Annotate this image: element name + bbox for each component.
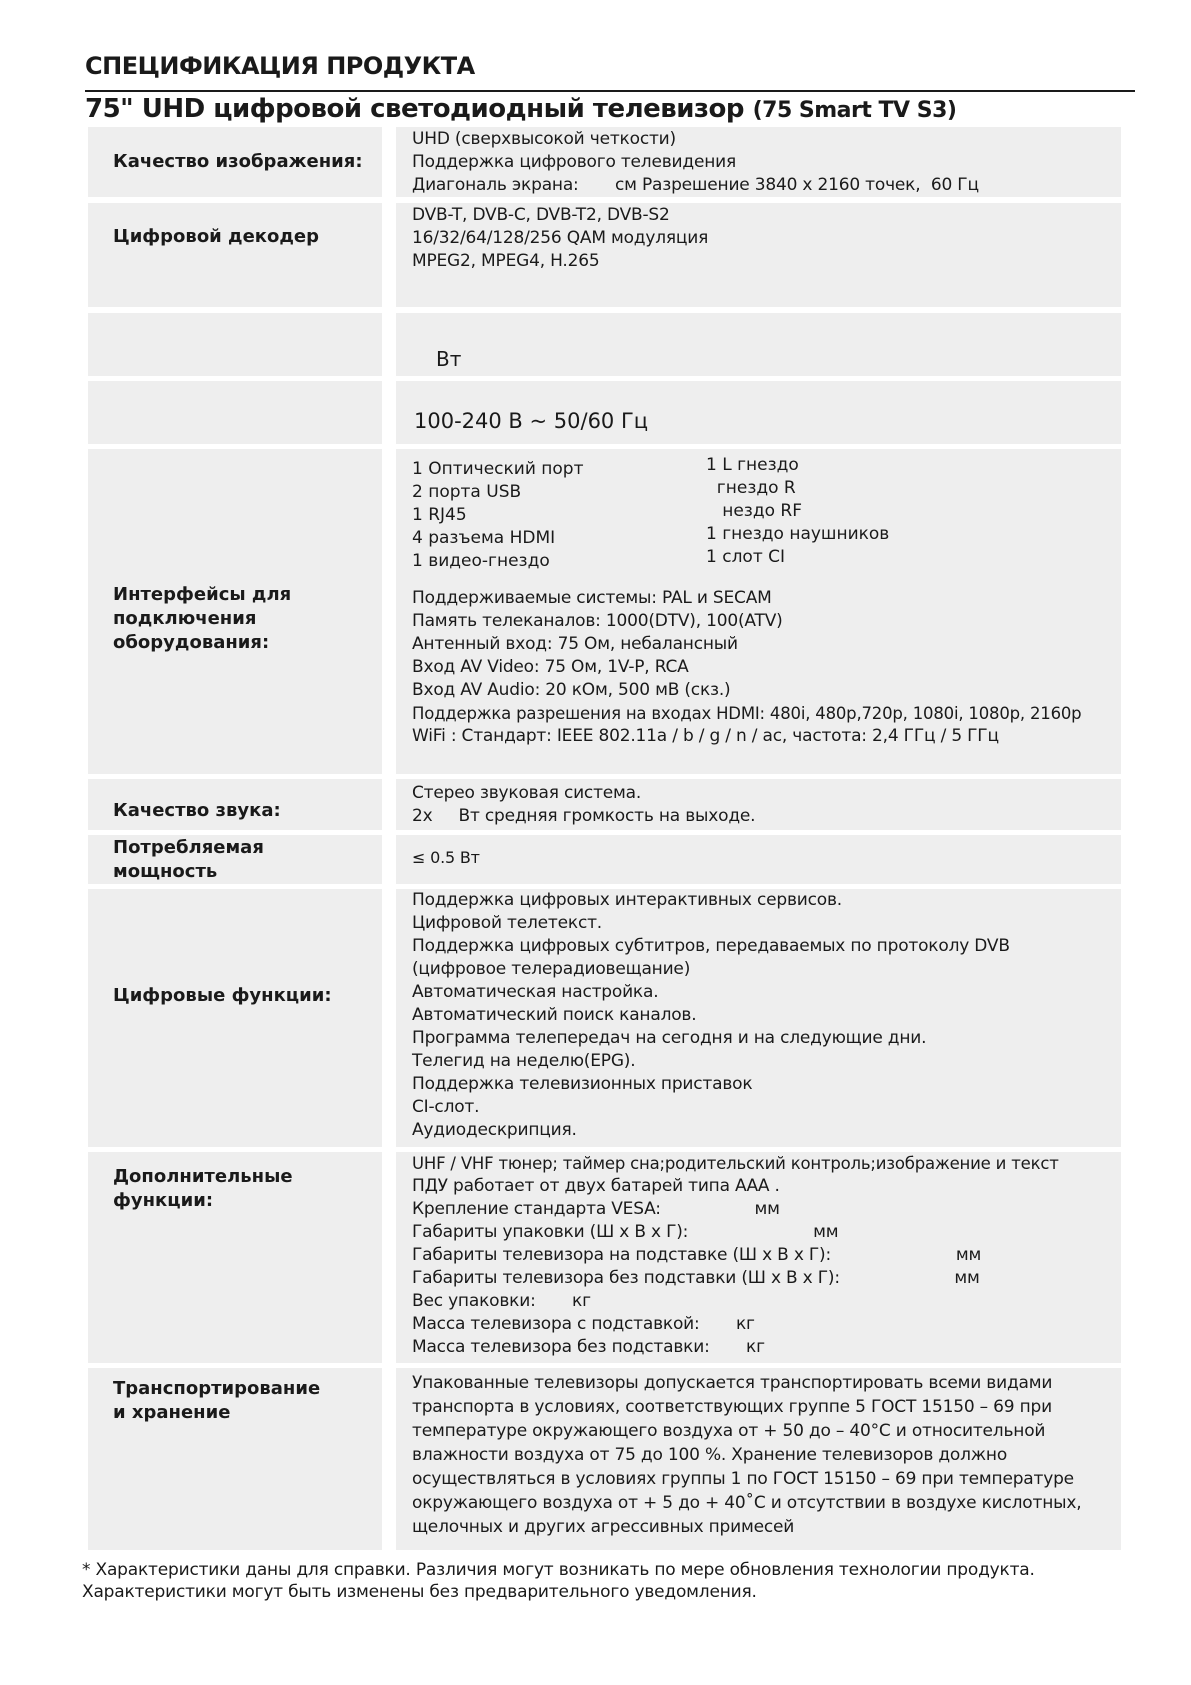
decoder-line: DVB-T, DVB-C, DVB-T2, DVB-S2 <box>412 205 670 225</box>
port-item: 1 видео-гнездо <box>412 551 550 571</box>
sound-line: Стерео звуковая система. <box>412 783 642 803</box>
interface-line: Вход AV Audio: 20 кОм, 500 мВ (скз.) <box>412 680 731 700</box>
digital-line: Программа телепередач на сегодня и на следующие дни. <box>412 1028 927 1048</box>
product-model: (75 Smart TV S3) <box>752 98 957 123</box>
port-item: гнездо R <box>706 478 796 498</box>
picture-line: Поддержка цифрового телевидения <box>412 152 737 172</box>
spec-label-cell <box>88 1152 382 1363</box>
standby-value: ≤ 0.5 Вт <box>412 848 480 867</box>
port-item: 2 порта USB <box>412 482 522 502</box>
extra-line: Масса телевизора без подставки: кг <box>412 1337 765 1357</box>
extra-line: Масса телевизора с подставкой: кг <box>412 1314 755 1334</box>
spec-value-cell <box>396 449 1121 774</box>
picture-line: Диагональ экрана: см Разрешение 3840 x 2160 точек, 60 Гц <box>412 175 979 195</box>
digital-line: (цифровое телерадиовещание) <box>412 959 691 979</box>
spec-label-cell <box>88 381 382 444</box>
spec-row-standby <box>88 835 1121 884</box>
transport-line: щелочных и других агрессивных примесей <box>412 1517 795 1537</box>
port-item: 1 слот CI <box>706 547 786 567</box>
transport-line: влажности воздуха от 75 до 100 %. Хранение телевизоров должно <box>412 1445 1008 1465</box>
transport-text <box>412 1371 1109 1539</box>
decoder-lines <box>412 204 1117 273</box>
spec-label-interfaces <box>113 583 374 655</box>
product-title <box>85 94 956 124</box>
label-line: Транспортирование <box>113 1378 321 1399</box>
interface-line: Поддерживаемые системы: PAL и SECAM <box>412 588 772 608</box>
digital-line: Поддержка телевизионных приставок <box>412 1074 753 1094</box>
label-line: подключения <box>113 608 257 629</box>
spec-value-cell <box>396 889 1121 1147</box>
spec-label-decoder: Цифровой декодер <box>113 226 320 247</box>
spec-label-transport <box>113 1377 374 1425</box>
interface-line: WiFi : Стандарт: IEEE 802.11a / b / g / n / ac, частота: 2,4 ГГц / 5 ГГц <box>412 726 999 746</box>
extra-line: Вес упаковки: кг <box>412 1291 591 1311</box>
digital-line: Поддержка цифровых интерактивных сервисов. <box>412 890 843 910</box>
product-title-main: 75" UHD цифровой светодиодный телевизор <box>85 94 745 124</box>
port-item: нездо RF <box>706 501 802 521</box>
spec-label-cell <box>88 889 382 1147</box>
spec-value-cell <box>396 381 1121 444</box>
spec-label-cell <box>88 313 382 376</box>
interface-lines <box>412 587 1081 748</box>
ports-column-2 <box>706 454 889 569</box>
spec-label-sound: Качество звука: <box>113 800 281 821</box>
power-value: Вт <box>436 347 462 371</box>
port-item: 1 RJ45 <box>412 505 467 525</box>
spec-value-cell <box>396 313 1121 376</box>
digital-line: Поддержка цифровых субтитров, передаваемых по протоколу DVB <box>412 936 1010 956</box>
spec-label-cell <box>88 127 382 197</box>
spec-row-supply <box>88 381 1121 444</box>
transport-line: осуществляться в условиях группы 1 по ГОСТ 15150 – 69 при температуре <box>412 1469 1074 1489</box>
extra-line: Габариты телевизора без подставки (Ш x В x Г): мм <box>412 1268 980 1288</box>
label-line: Дополнительные <box>113 1166 293 1187</box>
spec-row-sound <box>88 779 1121 830</box>
spec-label-extra <box>113 1165 374 1213</box>
spec-label-cell <box>88 203 382 307</box>
spec-row-picture <box>88 127 1121 197</box>
spec-value-cell <box>396 1152 1121 1363</box>
transport-line: транспорта в условиях, соответствующих группе 5 ГОСТ 15150 – 69 при <box>412 1397 1052 1417</box>
spec-value-cell <box>396 835 1121 884</box>
spec-value-cell <box>396 779 1121 830</box>
sound-lines <box>412 782 1117 828</box>
spec-label-cell <box>88 1368 382 1550</box>
extra-line: UHF / VHF тюнер; таймер сна;родительский контроль;изображение и текст <box>412 1154 1059 1173</box>
interface-line: Память телеканалов: 1000(DTV), 100(ATV) <box>412 611 783 631</box>
extra-line: Габариты телевизора на подставке (Ш x В x Г): мм <box>412 1245 982 1265</box>
interface-line: Поддержка разрешения на входах HDMI: 480i, 480p,720p, 1080i, 1080p, 2160p <box>412 704 1082 723</box>
supply-value: 100-240 В ~ 50/60 Гц <box>414 409 649 433</box>
footnote <box>82 1559 1035 1603</box>
label-line: функции: <box>113 1190 214 1211</box>
transport-line: окружающего воздуха от + 5 до + 40˚С и отсутствии в воздухе кислотных, <box>412 1493 1082 1513</box>
digital-lines <box>412 889 1117 1142</box>
ports-column-1 <box>412 458 584 573</box>
sound-line: 2х Вт средняя громкость на выходе. <box>412 806 756 826</box>
spec-label-digital: Цифровые функции: <box>113 985 332 1006</box>
label-line: Интерфейсы для <box>113 584 292 605</box>
spec-row-extra <box>88 1152 1121 1363</box>
extra-line: ПДУ работает от двух батарей типа ААА . <box>412 1176 780 1196</box>
footnote-line: Характеристики могут быть изменены без предварительного уведомления. <box>82 1582 757 1602</box>
digital-line: Автоматический поиск каналов. <box>412 1005 697 1025</box>
extra-lines <box>412 1152 1117 1359</box>
spec-label-cell <box>88 779 382 830</box>
port-item: 1 Оптический порт <box>412 459 584 479</box>
spec-label-cell <box>88 449 382 774</box>
spec-row-interfaces <box>88 449 1121 774</box>
spec-row-transport <box>88 1368 1121 1550</box>
port-item: 1 L гнездо <box>706 455 799 475</box>
spec-value-cell <box>396 203 1121 307</box>
label-line: оборудования: <box>113 632 270 653</box>
spec-value-cell <box>396 127 1121 197</box>
port-item: 1 гнездо наушников <box>706 524 890 544</box>
digital-line: Аудиодескрипция. <box>412 1120 577 1140</box>
interface-line: Вход AV Video: 75 Ом, 1V-P, RCA <box>412 657 689 677</box>
transport-line: температуре окружающего воздуха от + 50 до – 40°С и относительной <box>412 1421 1046 1441</box>
digital-line: CI-слот. <box>412 1097 480 1117</box>
extra-line: Крепление стандарта VESA: мм <box>412 1199 780 1219</box>
digital-line: Цифровой телетекст. <box>412 913 603 933</box>
label-line: и хранение <box>113 1402 231 1423</box>
extra-line: Габариты упаковки (Ш x В x Г): мм <box>412 1222 839 1242</box>
digital-line: Телегид на неделю(EPG). <box>412 1051 636 1071</box>
port-item: 4 разъема HDMI <box>412 528 556 548</box>
transport-line: Упакованные телевизоры допускается транспортировать всеми видами <box>412 1373 1053 1393</box>
interface-line: Антенный вход: 75 Ом, небалансный <box>412 634 738 654</box>
spec-label-cell <box>88 835 382 884</box>
digital-line: Автоматическая настройка. <box>412 982 659 1002</box>
heading-rule <box>85 90 1135 92</box>
spec-value-cell <box>396 1368 1121 1550</box>
spec-row-power <box>88 313 1121 376</box>
spec-row-decoder <box>88 203 1121 307</box>
decoder-line: 16/32/64/128/256 QAM модуляция <box>412 228 709 248</box>
label-line: Потребляемая мощность <box>113 837 264 882</box>
spec-row-digital <box>88 889 1121 1147</box>
picture-line: UHD (сверхвысокой четкости) <box>412 129 676 149</box>
document-heading: СПЕЦИФИКАЦИЯ ПРОДУКТА <box>85 52 475 80</box>
spec-label-picture: Качество изображения: <box>113 151 363 172</box>
footnote-line: * Характеристики даны для справки. Различия могут возникать по мере обновления технологии продукта. <box>82 1560 1035 1580</box>
picture-lines <box>412 128 1117 197</box>
decoder-line: MPEG2, MPEG4, H.265 <box>412 251 600 271</box>
